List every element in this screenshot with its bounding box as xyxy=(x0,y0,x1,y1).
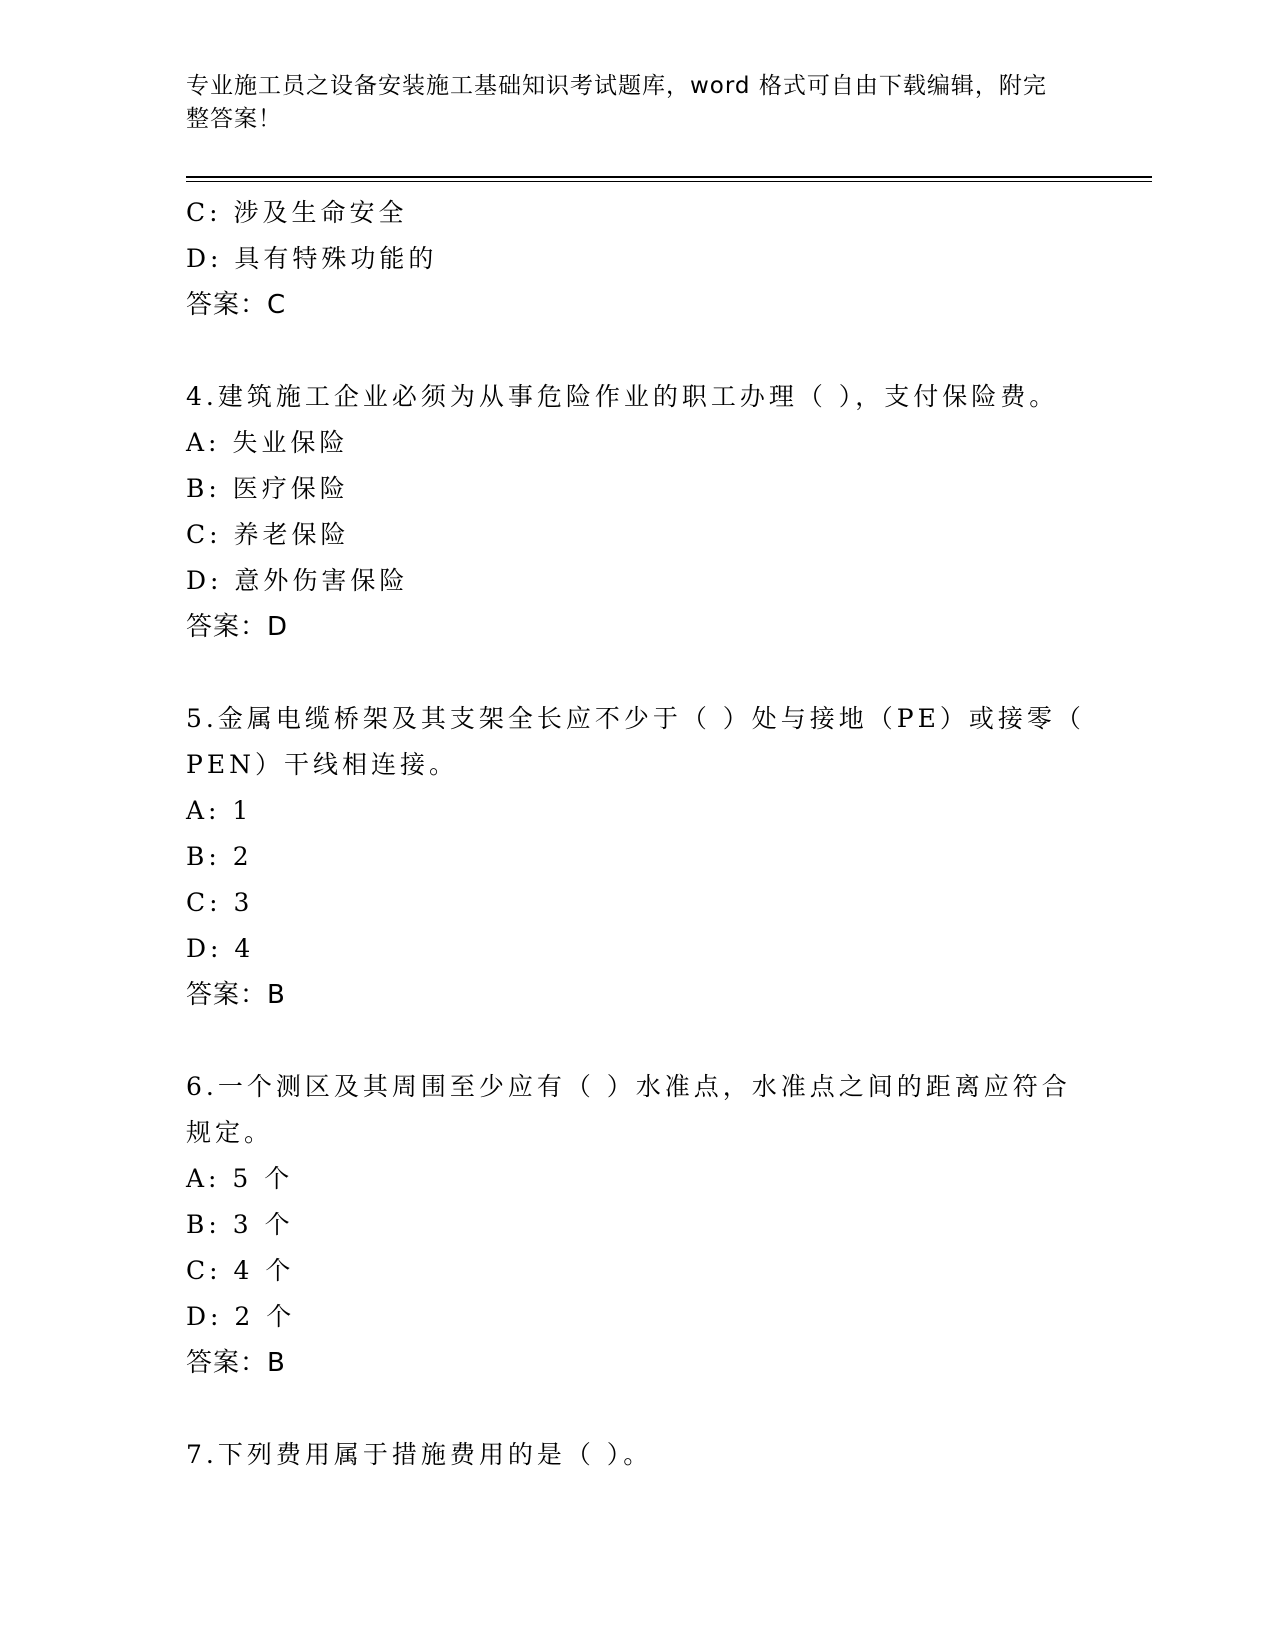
q6-option-d: D: 2 个 xyxy=(186,1302,296,1331)
q5-option-b: B: 2 xyxy=(186,842,253,871)
q6-stem-line-2: 规定。 xyxy=(186,1118,274,1147)
q5-answer: 答案：B xyxy=(186,980,286,1010)
q5-stem-line-1: 5.金属电缆桥架及其支架全长应不少于（ ）处与接地（PE）或接零（ xyxy=(186,704,1085,733)
q4-answer: 答案：D xyxy=(186,612,289,642)
question-content xyxy=(186,190,1086,1478)
header-line-1: 专业施工员之设备安装施工基础知识考试题库，word 格式可自由下载编辑，附完 xyxy=(186,73,1047,99)
q3-option-d: D: 具有特殊功能的 xyxy=(186,244,438,273)
q6-answer: 答案：B xyxy=(186,1348,286,1378)
q4-option-c: C: 养老保险 xyxy=(186,520,350,549)
q5-option-c: C: 3 xyxy=(186,888,254,917)
q6-stem-line-1: 6.一个测区及其周围至少应有（ ）水准点，水准点之间的距离应符合 xyxy=(186,1072,1071,1101)
q4-option-b: B: 医疗保险 xyxy=(186,474,349,503)
q3-answer: 答案：C xyxy=(186,290,287,320)
spacer xyxy=(186,650,1086,696)
q4-option-d: D: 意外伤害保险 xyxy=(186,566,409,595)
q3-option-c: C: 涉及生命安全 xyxy=(186,198,408,227)
q4-option-a: A: 失业保险 xyxy=(186,428,349,457)
header-line-2: 整答案！ xyxy=(186,106,282,132)
spacer xyxy=(186,1386,1086,1432)
spacer xyxy=(186,328,1086,374)
q4-stem: 4.建筑施工企业必须为从事危险作业的职工办理（ ），支付保险费。 xyxy=(186,382,1059,411)
spacer xyxy=(186,1018,1086,1064)
q5-option-a: A: 1 xyxy=(186,796,253,825)
q6-option-c: C: 4 个 xyxy=(186,1256,295,1285)
q6-option-b: B: 3 个 xyxy=(186,1210,294,1239)
q7-stem: 7.下列费用属于措施费用的是（ ）。 xyxy=(186,1440,653,1469)
header-rule-thick xyxy=(186,176,1152,178)
q5-option-d: D: 4 xyxy=(186,934,255,963)
q5-stem-line-2: PEN）干线相连接。 xyxy=(186,750,458,779)
header-rule-thin xyxy=(186,181,1152,182)
document-header xyxy=(186,70,1066,136)
q6-option-a: A: 5 个 xyxy=(186,1164,294,1193)
